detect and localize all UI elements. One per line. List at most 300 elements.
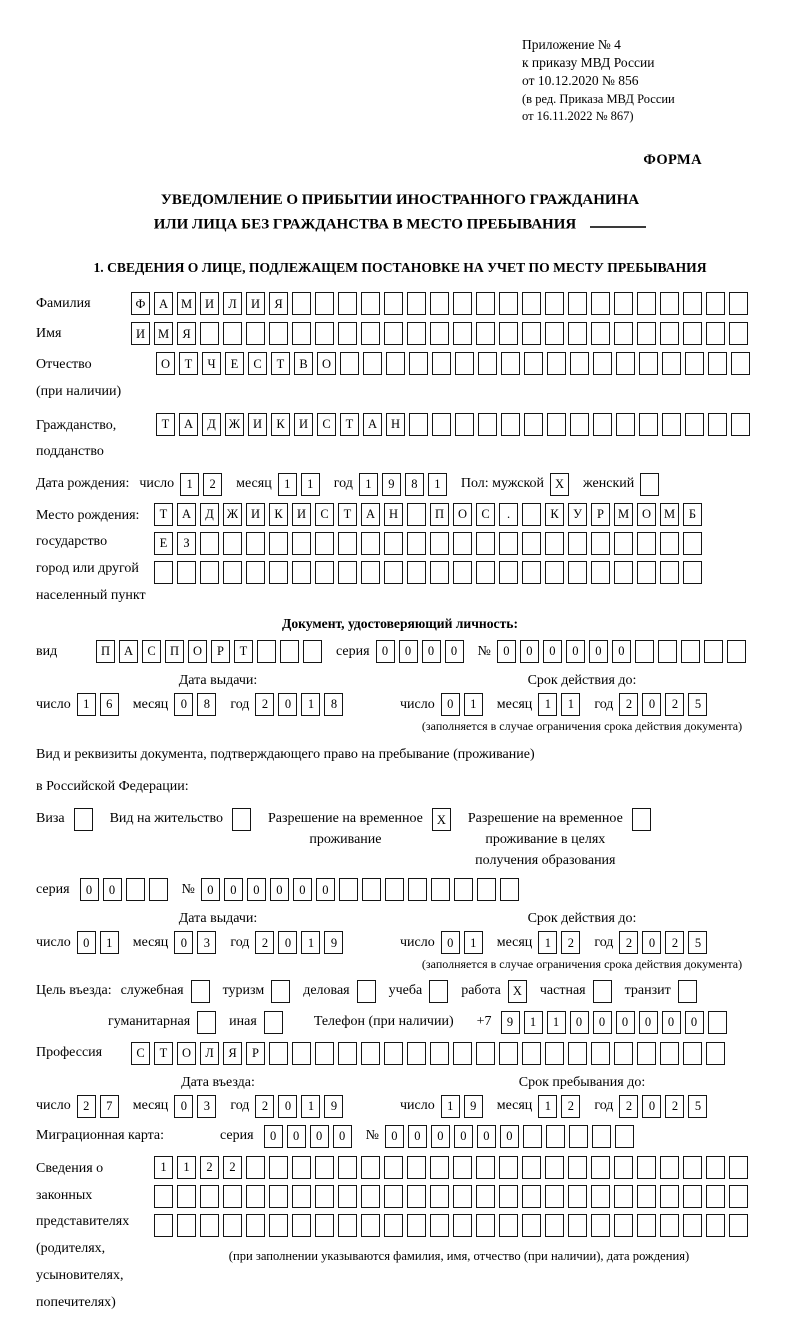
char-box[interactable] bbox=[339, 878, 358, 901]
char-box[interactable] bbox=[637, 1042, 656, 1065]
birth-month-boxes[interactable] bbox=[278, 473, 324, 496]
char-box[interactable] bbox=[246, 561, 265, 584]
char-box[interactable] bbox=[522, 532, 541, 555]
char-box[interactable] bbox=[660, 561, 679, 584]
char-box[interactable] bbox=[660, 1185, 679, 1208]
char-box[interactable] bbox=[338, 561, 357, 584]
char-box[interactable] bbox=[704, 640, 723, 663]
char-box[interactable] bbox=[727, 640, 746, 663]
char-box[interactable] bbox=[269, 532, 288, 555]
char-box[interactable] bbox=[200, 322, 219, 345]
char-box[interactable]: 2 bbox=[619, 931, 638, 954]
char-box[interactable]: 1 bbox=[100, 931, 119, 954]
char-box[interactable] bbox=[683, 561, 702, 584]
char-box[interactable] bbox=[197, 1011, 216, 1034]
purpose-work-checkbox[interactable] bbox=[508, 980, 531, 1003]
char-box[interactable]: 2 bbox=[255, 931, 274, 954]
char-box[interactable] bbox=[729, 322, 748, 345]
char-box[interactable]: 1 bbox=[441, 1095, 460, 1118]
char-box[interactable] bbox=[223, 532, 242, 555]
char-box[interactable] bbox=[637, 1214, 656, 1237]
residence-permit-checkbox[interactable] bbox=[232, 808, 255, 831]
char-box[interactable]: 1 bbox=[278, 473, 297, 496]
char-box[interactable] bbox=[658, 640, 677, 663]
char-box[interactable] bbox=[639, 413, 658, 436]
char-box[interactable] bbox=[340, 352, 359, 375]
char-box[interactable] bbox=[662, 413, 681, 436]
char-box[interactable]: М bbox=[177, 292, 196, 315]
char-box[interactable]: Д bbox=[202, 413, 221, 436]
char-box[interactable] bbox=[292, 1156, 311, 1179]
temp-residence-checkbox[interactable] bbox=[432, 808, 455, 831]
char-box[interactable] bbox=[614, 292, 633, 315]
char-box[interactable]: 0 bbox=[408, 1125, 427, 1148]
char-box[interactable]: 1 bbox=[464, 931, 483, 954]
char-box[interactable]: И bbox=[292, 503, 311, 526]
char-box[interactable] bbox=[522, 1185, 541, 1208]
char-box[interactable] bbox=[706, 1042, 725, 1065]
char-box[interactable] bbox=[363, 352, 382, 375]
char-box[interactable]: X bbox=[432, 808, 451, 831]
char-box[interactable] bbox=[409, 352, 428, 375]
char-box[interactable]: Я bbox=[269, 292, 288, 315]
char-box[interactable]: Д bbox=[200, 503, 219, 526]
stay-year-boxes[interactable] bbox=[619, 1095, 711, 1118]
char-box[interactable]: 0 bbox=[174, 693, 193, 716]
purpose-transit-checkbox[interactable] bbox=[678, 980, 701, 1003]
char-box[interactable]: Т bbox=[156, 413, 175, 436]
char-box[interactable] bbox=[522, 503, 541, 526]
char-box[interactable]: И bbox=[246, 503, 265, 526]
char-box[interactable] bbox=[639, 352, 658, 375]
char-box[interactable] bbox=[455, 413, 474, 436]
char-box[interactable]: Л bbox=[200, 1042, 219, 1065]
char-box[interactable] bbox=[200, 561, 219, 584]
char-box[interactable] bbox=[591, 292, 610, 315]
char-box[interactable]: 2 bbox=[255, 1095, 274, 1118]
char-box[interactable] bbox=[177, 1214, 196, 1237]
char-box[interactable]: В bbox=[294, 352, 313, 375]
char-box[interactable] bbox=[660, 1214, 679, 1237]
char-box[interactable] bbox=[547, 352, 566, 375]
char-box[interactable] bbox=[637, 532, 656, 555]
char-box[interactable] bbox=[429, 980, 448, 1003]
char-box[interactable] bbox=[593, 352, 612, 375]
char-box[interactable] bbox=[271, 980, 290, 1003]
char-box[interactable]: 1 bbox=[154, 1156, 173, 1179]
char-box[interactable] bbox=[637, 1156, 656, 1179]
char-box[interactable]: 0 bbox=[662, 1011, 681, 1034]
char-box[interactable]: Т bbox=[271, 352, 290, 375]
char-box[interactable] bbox=[545, 322, 564, 345]
char-box[interactable]: 1 bbox=[301, 931, 320, 954]
char-box[interactable] bbox=[315, 1042, 334, 1065]
char-box[interactable]: И bbox=[248, 413, 267, 436]
char-box[interactable] bbox=[315, 532, 334, 555]
char-box[interactable] bbox=[362, 878, 381, 901]
entry-year-boxes[interactable] bbox=[255, 1095, 347, 1118]
id-issue-year-boxes[interactable] bbox=[255, 693, 347, 716]
char-box[interactable] bbox=[614, 1214, 633, 1237]
char-box[interactable] bbox=[616, 413, 635, 436]
char-box[interactable]: 0 bbox=[441, 693, 460, 716]
char-box[interactable] bbox=[292, 561, 311, 584]
char-box[interactable]: О bbox=[188, 640, 207, 663]
permit-issue-year-boxes[interactable] bbox=[255, 931, 347, 954]
char-box[interactable] bbox=[568, 1214, 587, 1237]
char-box[interactable] bbox=[200, 1214, 219, 1237]
char-box[interactable] bbox=[361, 1042, 380, 1065]
char-box[interactable]: И bbox=[294, 413, 313, 436]
char-box[interactable]: 9 bbox=[464, 1095, 483, 1118]
char-box[interactable] bbox=[476, 532, 495, 555]
char-box[interactable] bbox=[338, 532, 357, 555]
char-box[interactable] bbox=[384, 292, 403, 315]
stay-month-boxes[interactable] bbox=[538, 1095, 584, 1118]
char-box[interactable]: Л bbox=[223, 292, 242, 315]
char-box[interactable] bbox=[476, 322, 495, 345]
birth-place-boxes-row3[interactable] bbox=[154, 561, 706, 584]
char-box[interactable]: О bbox=[156, 352, 175, 375]
char-box[interactable] bbox=[570, 352, 589, 375]
char-box[interactable] bbox=[476, 1156, 495, 1179]
char-box[interactable] bbox=[361, 292, 380, 315]
char-box[interactable] bbox=[432, 352, 451, 375]
char-box[interactable] bbox=[591, 532, 610, 555]
char-box[interactable] bbox=[615, 1125, 634, 1148]
char-box[interactable]: 0 bbox=[224, 878, 243, 901]
char-box[interactable]: 2 bbox=[561, 1095, 580, 1118]
char-box[interactable] bbox=[453, 532, 472, 555]
char-box[interactable] bbox=[476, 1185, 495, 1208]
char-box[interactable]: 1 bbox=[180, 473, 199, 496]
char-box[interactable] bbox=[731, 413, 750, 436]
char-box[interactable]: 2 bbox=[203, 473, 222, 496]
char-box[interactable]: 0 bbox=[316, 878, 335, 901]
char-box[interactable]: 8 bbox=[405, 473, 424, 496]
char-box[interactable] bbox=[591, 1042, 610, 1065]
char-box[interactable] bbox=[708, 1011, 727, 1034]
purpose-tourism-checkbox[interactable] bbox=[271, 980, 294, 1003]
char-box[interactable]: 0 bbox=[376, 640, 395, 663]
char-box[interactable] bbox=[683, 1185, 702, 1208]
doc-number-boxes[interactable] bbox=[497, 640, 750, 663]
char-box[interactable]: Т bbox=[179, 352, 198, 375]
char-box[interactable]: М bbox=[614, 503, 633, 526]
char-box[interactable]: 2 bbox=[619, 1095, 638, 1118]
char-box[interactable] bbox=[708, 352, 727, 375]
doc-series-boxes[interactable] bbox=[376, 640, 468, 663]
char-box[interactable]: О bbox=[637, 503, 656, 526]
char-box[interactable] bbox=[524, 352, 543, 375]
char-box[interactable] bbox=[501, 413, 520, 436]
char-box[interactable] bbox=[384, 1042, 403, 1065]
char-box[interactable] bbox=[384, 1156, 403, 1179]
char-box[interactable]: 1 bbox=[547, 1011, 566, 1034]
birth-place-boxes-row2[interactable] bbox=[154, 532, 706, 555]
char-box[interactable] bbox=[177, 561, 196, 584]
char-box[interactable] bbox=[453, 1156, 472, 1179]
char-box[interactable] bbox=[545, 561, 564, 584]
char-box[interactable] bbox=[476, 292, 495, 315]
char-box[interactable]: И bbox=[131, 322, 150, 345]
representatives-boxes-row2[interactable] bbox=[154, 1185, 752, 1208]
char-box[interactable] bbox=[407, 322, 426, 345]
char-box[interactable]: 0 bbox=[520, 640, 539, 663]
char-box[interactable] bbox=[499, 1156, 518, 1179]
char-box[interactable] bbox=[453, 561, 472, 584]
char-box[interactable]: А bbox=[154, 292, 173, 315]
char-box[interactable]: 2 bbox=[619, 693, 638, 716]
char-box[interactable] bbox=[570, 413, 589, 436]
char-box[interactable]: 1 bbox=[301, 693, 320, 716]
char-box[interactable]: 1 bbox=[359, 473, 378, 496]
char-box[interactable]: С bbox=[131, 1042, 150, 1065]
char-box[interactable] bbox=[269, 1042, 288, 1065]
char-box[interactable] bbox=[660, 1042, 679, 1065]
char-box[interactable] bbox=[614, 561, 633, 584]
char-box[interactable]: 0 bbox=[77, 931, 96, 954]
char-box[interactable]: 0 bbox=[642, 931, 661, 954]
char-box[interactable]: 0 bbox=[431, 1125, 450, 1148]
char-box[interactable]: И bbox=[246, 292, 265, 315]
char-box[interactable] bbox=[640, 473, 659, 496]
char-box[interactable]: 0 bbox=[278, 1095, 297, 1118]
char-box[interactable]: 3 bbox=[197, 1095, 216, 1118]
char-box[interactable]: 0 bbox=[642, 1095, 661, 1118]
char-box[interactable]: . bbox=[499, 503, 518, 526]
char-box[interactable]: А bbox=[361, 503, 380, 526]
char-box[interactable] bbox=[522, 292, 541, 315]
char-box[interactable]: 0 bbox=[333, 1125, 352, 1148]
char-box[interactable] bbox=[269, 1185, 288, 1208]
char-box[interactable] bbox=[499, 1042, 518, 1065]
char-box[interactable] bbox=[191, 980, 210, 1003]
char-box[interactable] bbox=[478, 413, 497, 436]
char-box[interactable] bbox=[154, 561, 173, 584]
char-box[interactable]: С bbox=[142, 640, 161, 663]
birth-place-boxes-row1[interactable] bbox=[154, 503, 706, 526]
char-box[interactable] bbox=[264, 1011, 283, 1034]
char-box[interactable]: 0 bbox=[80, 878, 99, 901]
char-box[interactable] bbox=[591, 1156, 610, 1179]
purpose-other-checkbox[interactable] bbox=[264, 1011, 287, 1034]
char-box[interactable] bbox=[616, 352, 635, 375]
char-box[interactable] bbox=[662, 352, 681, 375]
char-box[interactable] bbox=[614, 1042, 633, 1065]
char-box[interactable]: 2 bbox=[255, 693, 274, 716]
char-box[interactable] bbox=[729, 292, 748, 315]
char-box[interactable] bbox=[407, 503, 426, 526]
char-box[interactable] bbox=[232, 808, 251, 831]
purpose-study-checkbox[interactable] bbox=[429, 980, 452, 1003]
char-box[interactable]: X bbox=[550, 473, 569, 496]
char-box[interactable]: 0 bbox=[543, 640, 562, 663]
char-box[interactable] bbox=[126, 878, 145, 901]
visa-checkbox[interactable] bbox=[74, 808, 97, 831]
char-box[interactable] bbox=[338, 1042, 357, 1065]
char-box[interactable]: Р bbox=[591, 503, 610, 526]
char-box[interactable] bbox=[455, 352, 474, 375]
char-box[interactable]: М bbox=[154, 322, 173, 345]
char-box[interactable] bbox=[706, 1156, 725, 1179]
temp-residence-edu-checkbox[interactable] bbox=[632, 808, 655, 831]
char-box[interactable]: К bbox=[269, 503, 288, 526]
char-box[interactable]: Ж bbox=[223, 503, 242, 526]
permit-issue-month-boxes[interactable] bbox=[174, 931, 220, 954]
char-box[interactable] bbox=[476, 1042, 495, 1065]
char-box[interactable] bbox=[280, 640, 299, 663]
char-box[interactable] bbox=[303, 640, 322, 663]
entry-day-boxes[interactable] bbox=[77, 1095, 123, 1118]
char-box[interactable] bbox=[660, 322, 679, 345]
char-box[interactable] bbox=[407, 292, 426, 315]
char-box[interactable] bbox=[683, 1214, 702, 1237]
char-box[interactable] bbox=[338, 1156, 357, 1179]
char-box[interactable] bbox=[407, 1214, 426, 1237]
char-box[interactable]: 8 bbox=[324, 693, 343, 716]
purpose-business-checkbox[interactable] bbox=[357, 980, 380, 1003]
birth-year-boxes[interactable] bbox=[359, 473, 451, 496]
char-box[interactable] bbox=[681, 640, 700, 663]
char-box[interactable] bbox=[569, 1125, 588, 1148]
char-box[interactable] bbox=[315, 561, 334, 584]
char-box[interactable] bbox=[407, 1156, 426, 1179]
char-box[interactable] bbox=[223, 1185, 242, 1208]
char-box[interactable] bbox=[200, 532, 219, 555]
char-box[interactable]: 2 bbox=[77, 1095, 96, 1118]
char-box[interactable] bbox=[591, 561, 610, 584]
char-box[interactable] bbox=[522, 1156, 541, 1179]
char-box[interactable]: С bbox=[476, 503, 495, 526]
char-box[interactable] bbox=[706, 292, 725, 315]
char-box[interactable] bbox=[177, 1185, 196, 1208]
char-box[interactable]: 1 bbox=[301, 1095, 320, 1118]
char-box[interactable] bbox=[499, 532, 518, 555]
char-box[interactable]: 0 bbox=[270, 878, 289, 901]
char-box[interactable]: 0 bbox=[385, 1125, 404, 1148]
char-box[interactable]: 0 bbox=[685, 1011, 704, 1034]
char-box[interactable] bbox=[729, 1214, 748, 1237]
char-box[interactable]: П bbox=[430, 503, 449, 526]
char-box[interactable] bbox=[315, 1156, 334, 1179]
char-box[interactable]: X bbox=[508, 980, 527, 1003]
char-box[interactable]: 0 bbox=[477, 1125, 496, 1148]
char-box[interactable] bbox=[568, 1185, 587, 1208]
char-box[interactable] bbox=[432, 413, 451, 436]
char-box[interactable] bbox=[407, 1042, 426, 1065]
permit-expiry-day-boxes[interactable] bbox=[441, 931, 487, 954]
char-box[interactable] bbox=[246, 1156, 265, 1179]
id-expiry-day-boxes[interactable] bbox=[441, 693, 487, 716]
char-box[interactable] bbox=[501, 352, 520, 375]
char-box[interactable]: Ж bbox=[225, 413, 244, 436]
char-box[interactable] bbox=[635, 640, 654, 663]
surname-boxes[interactable] bbox=[131, 292, 752, 315]
char-box[interactable] bbox=[637, 292, 656, 315]
char-box[interactable] bbox=[338, 1185, 357, 1208]
char-box[interactable] bbox=[499, 561, 518, 584]
char-box[interactable] bbox=[499, 322, 518, 345]
char-box[interactable]: 9 bbox=[382, 473, 401, 496]
char-box[interactable] bbox=[292, 532, 311, 555]
char-box[interactable] bbox=[522, 322, 541, 345]
char-box[interactable] bbox=[545, 1156, 564, 1179]
char-box[interactable] bbox=[223, 561, 242, 584]
char-box[interactable] bbox=[522, 561, 541, 584]
char-box[interactable] bbox=[357, 980, 376, 1003]
char-box[interactable] bbox=[568, 1042, 587, 1065]
char-box[interactable] bbox=[430, 532, 449, 555]
char-box[interactable] bbox=[361, 532, 380, 555]
char-box[interactable]: Н bbox=[386, 413, 405, 436]
char-box[interactable] bbox=[453, 292, 472, 315]
char-box[interactable] bbox=[292, 292, 311, 315]
char-box[interactable]: 6 bbox=[100, 693, 119, 716]
entry-month-boxes[interactable] bbox=[174, 1095, 220, 1118]
char-box[interactable] bbox=[269, 322, 288, 345]
char-box[interactable] bbox=[246, 1185, 265, 1208]
purpose-official-checkbox[interactable] bbox=[191, 980, 214, 1003]
char-box[interactable]: О bbox=[177, 1042, 196, 1065]
char-box[interactable]: 0 bbox=[103, 878, 122, 901]
char-box[interactable]: К bbox=[545, 503, 564, 526]
char-box[interactable] bbox=[430, 561, 449, 584]
char-box[interactable] bbox=[338, 322, 357, 345]
char-box[interactable] bbox=[683, 292, 702, 315]
char-box[interactable] bbox=[430, 1185, 449, 1208]
char-box[interactable] bbox=[386, 352, 405, 375]
char-box[interactable] bbox=[683, 1042, 702, 1065]
char-box[interactable] bbox=[546, 1125, 565, 1148]
char-box[interactable]: 1 bbox=[77, 693, 96, 716]
migration-series-boxes[interactable] bbox=[264, 1125, 356, 1148]
permit-issue-day-boxes[interactable] bbox=[77, 931, 123, 954]
char-box[interactable]: Ч bbox=[202, 352, 221, 375]
permit-expiry-year-boxes[interactable] bbox=[619, 931, 711, 954]
char-box[interactable]: П bbox=[165, 640, 184, 663]
phone-digit-boxes[interactable] bbox=[501, 1011, 731, 1034]
char-box[interactable] bbox=[476, 1214, 495, 1237]
char-box[interactable] bbox=[637, 322, 656, 345]
char-box[interactable]: 5 bbox=[688, 931, 707, 954]
char-box[interactable]: 0 bbox=[500, 1125, 519, 1148]
char-box[interactable]: 2 bbox=[665, 931, 684, 954]
char-box[interactable] bbox=[523, 1125, 542, 1148]
char-box[interactable]: 2 bbox=[561, 931, 580, 954]
char-box[interactable] bbox=[683, 1156, 702, 1179]
char-box[interactable]: 1 bbox=[301, 473, 320, 496]
char-box[interactable]: О bbox=[453, 503, 472, 526]
permit-expiry-month-boxes[interactable] bbox=[538, 931, 584, 954]
char-box[interactable]: 9 bbox=[324, 931, 343, 954]
char-box[interactable] bbox=[292, 322, 311, 345]
char-box[interactable] bbox=[591, 1214, 610, 1237]
char-box[interactable] bbox=[568, 322, 587, 345]
char-box[interactable] bbox=[478, 352, 497, 375]
char-box[interactable] bbox=[660, 292, 679, 315]
char-box[interactable] bbox=[223, 322, 242, 345]
char-box[interactable] bbox=[731, 352, 750, 375]
char-box[interactable]: 0 bbox=[201, 878, 220, 901]
char-box[interactable] bbox=[269, 561, 288, 584]
char-box[interactable]: 0 bbox=[399, 640, 418, 663]
char-box[interactable] bbox=[453, 322, 472, 345]
char-box[interactable]: 0 bbox=[642, 693, 661, 716]
char-box[interactable]: А bbox=[177, 503, 196, 526]
char-box[interactable] bbox=[246, 1214, 265, 1237]
char-box[interactable] bbox=[454, 878, 473, 901]
